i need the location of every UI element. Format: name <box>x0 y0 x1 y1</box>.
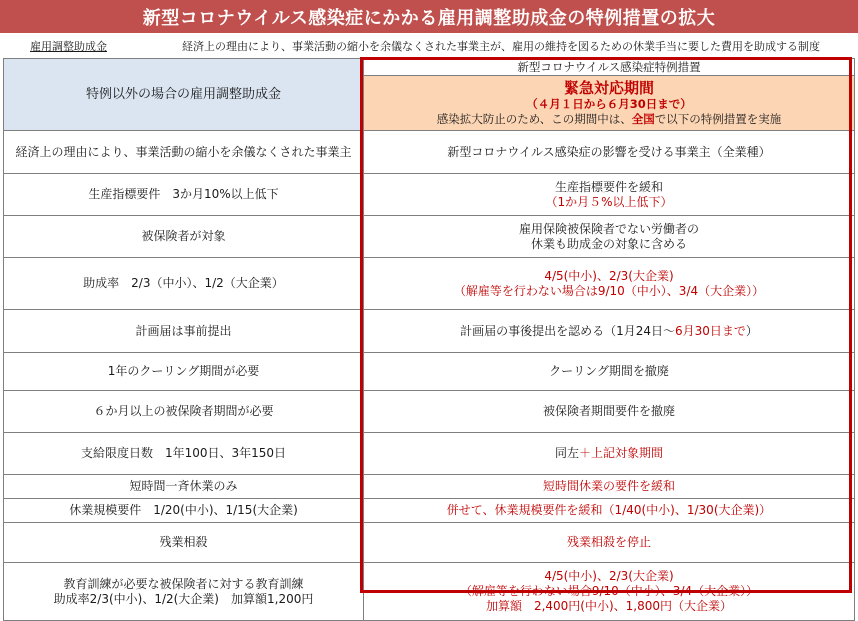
row-left: 休業規模要件 1/20(中小)、1/15(大企業) <box>4 499 364 523</box>
row-left: 教育訓練が必要な被保険者に対する教育訓練 助成率2/3(中小)、1/2(大企業) 加算額1,200円 <box>4 563 364 621</box>
table-row <box>4 499 855 523</box>
urgent-period-dates: （４月１日から６月30日まで） <box>526 97 692 111</box>
row-left: 経済上の理由により、事業活動の縮小を余儀なくされた事業主 <box>4 131 364 174</box>
header-right-main <box>364 76 855 131</box>
table-row <box>4 131 855 174</box>
header-right-top: 新型コロナウイルス感染症特例措置 <box>364 59 855 76</box>
page-title: 新型コロナウイルス感染症にかかる雇用調整助成金の特例措置の拡大 <box>0 0 858 33</box>
row-left: 被保険者が対象 <box>4 216 364 258</box>
row-left: 生産指標要件 3か月10%以上低下 <box>4 174 364 216</box>
table-row <box>4 310 855 353</box>
header-left: 特例以外の場合の雇用調整助成金 <box>4 59 364 131</box>
table-row <box>4 258 855 310</box>
row-right: 新型コロナウイルス感染症の影響を受ける事業主（全業種） <box>364 131 855 174</box>
table-row <box>4 523 855 563</box>
definition-description: 経済上の理由により、事業活動の縮小を余儀なくされた事業主が、雇用の維持を図るための休業手当に要した費用を助成する制度 <box>182 40 820 53</box>
comparison-table <box>3 58 855 621</box>
row-right: 4/5(中小)、2/3(大企業) （解雇等を行わない場合9/10（中小）、3/4（大企業）） 加算額 2,400円(中小)、1,800円（大企業） <box>364 563 855 621</box>
definition-row <box>0 36 858 56</box>
table-row <box>4 174 855 216</box>
row-right: 被保険者期間要件を撤廃 <box>364 391 855 433</box>
row-right: 計画届の事後提出を認める（1月24日～6月30日まで） <box>364 310 855 353</box>
row-right: クーリング期間を撤廃 <box>364 353 855 391</box>
row-left: 残業相殺 <box>4 523 364 563</box>
table-row <box>4 475 855 499</box>
row-right: 同左＋上記対象期間 <box>364 433 855 475</box>
urgent-period-title: 緊急対応期間 <box>563 79 654 97</box>
row-right: 雇用保険被保険者でない労働者の 休業も助成金の対象に含める <box>364 216 855 258</box>
urgent-period-note: 感染拡大防止のため、この期間中は、全国で以下の特例措置を実施 <box>436 112 782 126</box>
table-row <box>4 391 855 433</box>
row-right: 併せて、休業規模要件を緩和（1/40(中小)、1/30(大企業)） <box>364 499 855 523</box>
row-left: 支給限度日数 1年100日、3年150日 <box>4 433 364 475</box>
row-left: 短時間一斉休業のみ <box>4 475 364 499</box>
row-right: 生産指標要件を緩和 （1か月５%以上低下） <box>364 174 855 216</box>
row-right: 残業相殺を停止 <box>364 523 855 563</box>
row-right: 短時間休業の要件を緩和 <box>364 475 855 499</box>
nationwide-emphasis: 全国 <box>631 112 655 126</box>
definition-term: 雇用調整助成金 <box>30 40 107 53</box>
row-left: 助成率 2/3（中小）、1/2（大企業） <box>4 258 364 310</box>
row-left: 計画届は事前提出 <box>4 310 364 353</box>
table-row <box>4 563 855 621</box>
table-row <box>4 433 855 475</box>
row-left: 1年のクーリング期間が必要 <box>4 353 364 391</box>
table-row <box>4 216 855 258</box>
row-right: 4/5(中小)、2/3(大企業) （解雇等を行わない場合は9/10（中小）、3/4（大企業）） <box>364 258 855 310</box>
row-left: ６か月以上の被保険者期間が必要 <box>4 391 364 433</box>
table-row <box>4 353 855 391</box>
